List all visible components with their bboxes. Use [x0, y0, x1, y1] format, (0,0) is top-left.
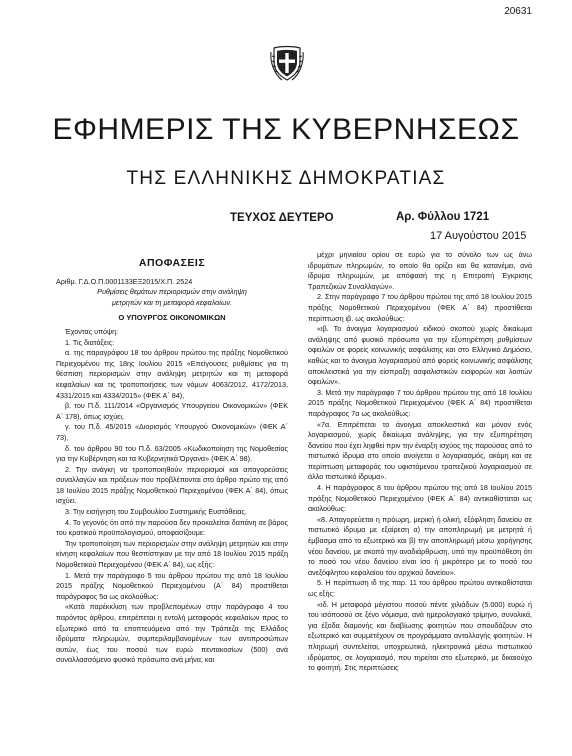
body-paragraph: «7α. Επιτρέπεται το άνοιγμα αποκλειστικά και μόνον ενός λογαριασμού, χωρίς δικαίωμα ανάληψης, για την εξυπηρέτηση δανείου που έχει ληφθεί πριν την έναρξη ισχύος της παρούσας από το πιστωτικό ίδρυμα στο οποίο ανοίγεται ο λογαριασμός, ακόμη και σε περίπτωση μεταφοράς του υφιστάμενου τραπεζικού λογαριασμού σε άλλο πιστωτικό ίδρυμα».	[308, 419, 532, 482]
issue-type: ΤΕΥΧΟΣ ΔΕΥΤΕΡΟ	[230, 212, 334, 224]
left-column	[56, 250, 288, 666]
issuing-authority: Ο ΥΠΟΥΡΓΟΣ ΟΙΚΟΝΟΜΙΚΩΝ	[118, 313, 226, 323]
body-paragraph: 1. Τις διατάξεις:	[65, 337, 115, 347]
body-paragraph: μέχρι μηνιαίου ορίου σε ευρώ για το σύνολο των ως άνω ιδρυμάτων πληρωμών, το οποίο θα ορίζει και θα κατανέμει, ανά ίδρυμα πληρωμών, με απόφασή της η Επιτροπή Έγκρισης Τραπεζικών Συναλλαγών».	[308, 250, 532, 291]
body-paragraph: 2. Την ανάγκη να τροποποιηθούν περιορισμοί και απαγορεύσεις συναλλαγών και πράξεων που προβλέπονται στο άρθρο πρώτο της από 18 Ιουλίου 2015 πράξης Νομοθετικού Περιεχομένου (ΦΕΚ Α΄ 84), όπως ισχύει.	[56, 464, 288, 506]
body-paragraph: «ιδ. Η μεταφορά μέγιστου ποσού πέντε χιλιάδων (5.000) ευρώ ή του ισόποσού σε ξένο νόμισμα, ανά ημερολογιακό τρίμηνο, συνολικά, για έξοδα διαμονής και διαβίωσης φοιτητών που σπουδάζουν στο εξωτερικό και συμμετέχουν σε προγράμματα ανταλλαγής φοιτητών. Η πληρωμή συντελείται, υποχρεωτικά, ηλεκτρονικά μέσω πιστωτικού ιδρύματος, σε λογαριασμό, που τηρείται στο εξωτερικό, με δικαιούχο το φοιτητή. Στις περιπτώσεις	[308, 599, 532, 673]
right-column	[308, 250, 532, 674]
page-number: 20631	[504, 6, 532, 17]
body-paragraph: 2. Στην παράγραφο 7 του άρθρου πρώτου της από 18 Ιουλίου 2015 πράξης Νομοθετικού Περιεχομένου (ΦΕΚ Α΄ 84) προστίθεται περίπτωση ιβ. ως ακολούθως:	[308, 292, 532, 323]
body-paragraph: Την τροποποίηση των περιορισμών στην ανάληψη μετρητών και στην κίνηση κεφαλαίων που θεσπίστηκαν με την από 18 Ιουλίου 2015 πράξη Νομοθετικού Περιεχομένου (ΦΕΚ Α΄ 84), ως εξής:	[56, 538, 288, 570]
body-paragraph: 3. Την εισήγηση του Συμβουλίου Συστημικής Ευστάθειας.	[65, 507, 247, 517]
decision-subject-line: Ρυθμίσεις θεμάτων περιορισμών στην ανάληψη	[97, 287, 247, 297]
body-paragraph: 3. Μετά την παράγραφο 7 του άρθρου πρώτου της από 18 Ιουλίου 2015 πράξης Νομοθετικού Περιεχομένου (ΦΕΚ Α΄ 84) προστίθεται παράγραφος 7α ως ακολούθως:	[308, 387, 532, 418]
body-paragraph: «ιβ. Το άνοιγμα λογαριασμού ειδικού σκοπού χωρίς δικαίωμα ανάληψης από φυσικό πρόσωπο για την εξυπηρέτηση ρυθμίσεων οφειλών σε φορείς κοινωνικής ασφάλισης και στο Ελληνικό Δημόσιο, καθώς και το άνοιγμα λογαριασμού από φορείς κοινωνικής ασφάλισης αποκλειστικά για την είσπραξη ασφαλιστικών εισφορών και λοιπών οφειλών».	[308, 324, 532, 387]
sheet-number: Αρ. Φύλλου 1721	[396, 211, 490, 223]
decision-subject-line: μετρητών και τη μεταφορά κεφαλαίων.	[111, 297, 233, 307]
body-paragraph: «Κατά παρέκκλιση των προβλεπομένων στην παράγραφο 4 του παρόντος άρθρου, επιτρέπεται η εντολή μεταφοράς κεφαλαίων προς το εξωτερικό από τα εποπτευόμενα από την Τράπεζα της Ελλάδος ιδρύματα πληρωμών, συμπεριλαμβανομένων των αντιπροσώπων αυτών, έως του ποσού των ευρώ πεντακοσίων (500) ανά συναλλασσόμενο φυσικό πρόσωπο ανά μήνα, και	[56, 602, 288, 665]
right-body	[308, 250, 532, 674]
section-title: ΑΠΟΦΑΣΕΙΣ	[138, 257, 206, 269]
body-paragraph: 4. Το γεγονός ότι από την παρούσα δεν προκαλείται δαπάνη σε βάρος του κρατικού προϋπολογισμού, αποφασίζουμε:	[56, 517, 288, 538]
gazette-title: ΕΦΗΜΕΡΙΣ ΤΗΣ ΚΥΒΕΡΝΗΣΕΩΣ	[52, 113, 520, 146]
body-paragraph: Έχοντας υπόψη:	[65, 326, 119, 336]
left-body	[56, 327, 288, 666]
body-paragraph: 5. Η περίπτωση ιδ της παρ. 11 του άρθρου πρώτου αντικαθίσταται ως εξής:	[308, 578, 532, 598]
body-paragraph: γ. του Π.δ. 45/2015 «Διορισμός Υπουργού Οικονομικών» (ΦΕΚ Α΄ 73),	[56, 422, 288, 442]
body-paragraph: β. του Π.δ. 111/2014 «Οργανισμός Υπουργείου Οικονομικών» (ΦΕΚ Α΄ 178), όπως ισχύει,	[56, 401, 288, 421]
decision-reference: Αριθμ. Γ.Δ.Ο.Π.0001133ΕΞ2015/Χ.Π. 2524	[56, 276, 193, 286]
gazette-subtitle: ΤΗΣ ΕΛΛΗΝΙΚΗΣ ΔΗΜΟΚΡΑΤΙΑΣ	[126, 168, 446, 189]
body-paragraph: α. της παραγράφου 18 του άρθρου πρώτου της πράξης Νομοθετικού Περιεχομένου της 18ης Ιουλίου 2015 «Επείγουσες ρυθμίσεις για τη θέσπιση περιορισμών στην ανάληψη μετρητών και τη μεταφορά κεφαλαίων και τις τροποποιήσεις των νόμων 4063/2012, 4172/2013, 4331/2015 και 4334/2015» (ΦΕΚ Α΄ 84),	[56, 348, 288, 400]
body-paragraph: δ. του άρθρου 90 του Π.δ. 63/2005 «Κωδικοποίηση της Νομοθεσίας για την Κυβέρνηση και τα Κυβερνητικά Όργανα» (ΦΕΚ Α΄ 98).	[56, 443, 288, 464]
body-paragraph: «8. Απαγορεύεται η πρόωρη, μερική ή ολική, εξόφληση δανείου σε πιστωτικό ίδρυμα με εξαίρεση α) την αποπληρωμή με μετρητά ή έμβασμα από το εξωτερικό και β) την αποπληρωμή μέσω χορήγησης νέου δανείου, με σκοπό την αναδιάρθρωση, υπό την προϋπόθεση ότι το ποσό του νέου δανείου είναι ίσο ή μικρότερο με το ποσό του ανεξόφλητου κεφαλαίου του αρχικού δανείου».	[308, 514, 532, 577]
issue-date: 17 Αυγούστου 2015	[430, 230, 527, 242]
body-paragraph: 1. Μετά την παράγραφο 5 του άρθρου πρώτου της από 18 Ιουλίου 2015 πράξης Νομοθετικού Περιεχομένου (Α΄ 84) προστίθεται παράγραφος 5α ως ακολούθως:	[56, 570, 288, 601]
greek-coat-of-arms-icon	[270, 42, 304, 82]
body-paragraph: 4. Η παράγραφος 8 του άρθρου πρώτου της από 18 Ιουλίου 2015 πράξης Νομοθετικού Περιεχομένου (ΦΕΚ Α΄ 84) αντικαθίσταται ως ακολούθως:	[308, 483, 532, 514]
